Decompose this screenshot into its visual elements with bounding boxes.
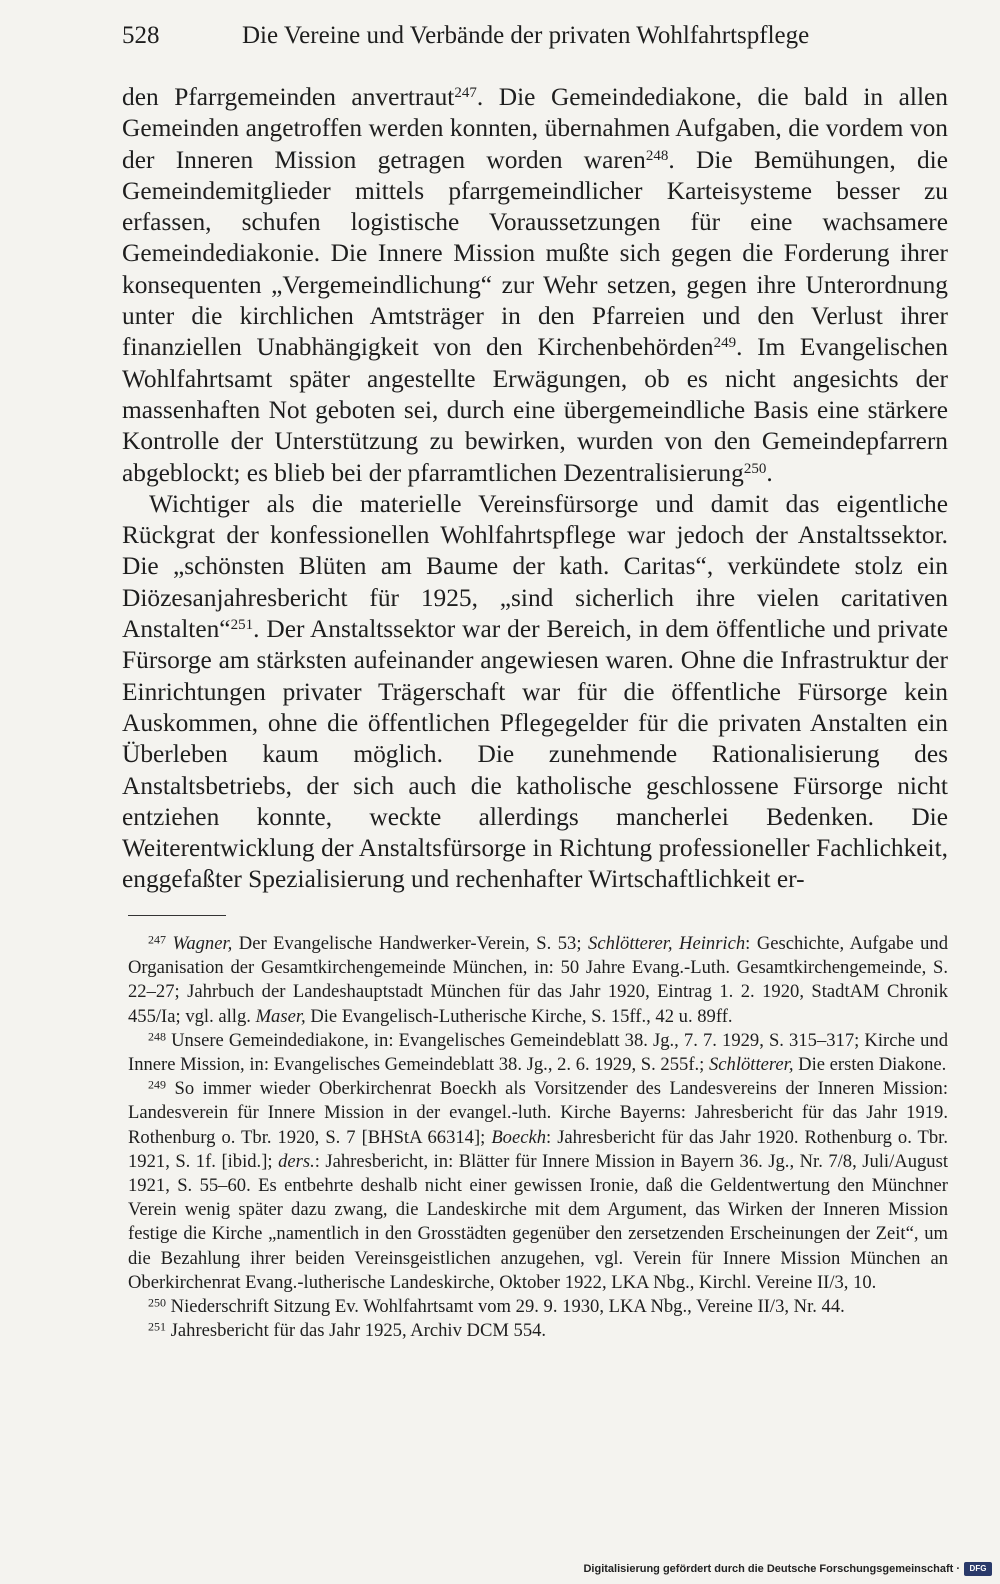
text-run: . Die Gemeindediakone, die bald in allen Gemeinden angetroffen werden konnten, übernahmen Aufgaben, die vordem von der Inneren Mission getragen worden waren bbox=[122, 83, 949, 174]
page-number: 528 bbox=[122, 22, 160, 49]
italic-author: Boeckh bbox=[491, 1126, 547, 1148]
text-run: den Pfarrgemeinden anvertraut bbox=[122, 83, 455, 111]
footnote-number: 249 bbox=[148, 1077, 166, 1092]
footnote-number: 248 bbox=[148, 1029, 166, 1044]
text-run: : Jahresbericht, in: Blätter für Innere Mission in Bayern 36. Jg., Nr. 7/8, Juli/August 1921, S. 55–60. Es entbehrte deshalb nicht einer gewissen Ironie, daß die Geldentwertung den Münchner Verein wenig später dazu zwang, die Landeskirche mit dem Argument, das Wirken der Inneren Mission festige die Kirche „namentlich in den Grosstädten gegenüber den zersetzenden Erscheinungen der Zeit“, um die Bezahlung ihrer beiden Vereinsgeistlichen anzugehen, vgl. Verein für Innere Mission München an Oberkirchenrat Evang.-lutherische Landeskirche, Oktober 1922, LKA Nbg., Kirchl. Vereine II/3, 10. bbox=[128, 1150, 948, 1293]
footnote bbox=[128, 1029, 948, 1077]
italic-author: Schlötterer, Heinrich bbox=[588, 933, 746, 954]
text-run: : Geschichte, Aufgabe und Organisation der Gesamtkirchengemeinde München, in: 50 Jahre Evang.-Luth. Gesamtkirchengemeinde, S. 22–27; Jahrbuch der Landeshauptstadt München für das Jahr 1920, Eintrag 1. 2. 1920, StadtAM Chronik 455/Ia; vgl. allg. bbox=[128, 933, 949, 1027]
italic-author: Wagner, bbox=[172, 933, 233, 954]
footnote-marker: 251 bbox=[230, 616, 254, 633]
text-run: Der Evangelische Handwerker-Verein, S. 53; bbox=[232, 933, 589, 954]
footnotes bbox=[128, 932, 948, 1343]
dfg-logo-icon: DFG bbox=[964, 1562, 992, 1576]
running-title: Die Vereine und Verbände der privaten Wohlfahrtspflege bbox=[242, 22, 810, 49]
text-run: Wichtiger als die materielle Vereinsfürsorge und damit das eigentliche Rückgrat der konfessionellen Wohlfahrtspflege war jedoch der Anstaltssektor. Die „schönsten Blüten am Baume der kath. Caritas“, verkündete stolz ein Diözesanjahresbericht für 1925, „sind sicherlich ihre vielen caritativen Anstalten“ bbox=[122, 489, 948, 644]
text-run: . Im Evangelischen Wohlfahrtsamt später angestellte Erwägungen, ob es nicht angesichts der massenhaften Not geboten sei, durch eine übergemeindliche Basis eine stärkere Kontrolle der Unterstützung zu bewirken, wurden von den Gemeindepfarrern abgeblockt; es blieb bei der pfarramtlichen Dezentralisierung bbox=[122, 333, 948, 487]
text-run: Jahresbericht für das Jahr 1925, Archiv DCM 554. bbox=[170, 1320, 547, 1342]
text-run: Die ersten Diakone. bbox=[793, 1054, 947, 1076]
text-run: Unsere Gemeindediakone, in: Evangelisches Gemeindeblatt 38. Jg., 7. 7. 1929, S. 315–317; Kirche und Innere Mission, in: Evangelisches Gemeindeblatt 38. Jg., 2. 6. 1929, S. 255f.; bbox=[128, 1029, 948, 1076]
footnote-number: 251 bbox=[148, 1319, 166, 1334]
italic-author: Maser, bbox=[255, 1005, 306, 1027]
paragraph bbox=[122, 489, 948, 896]
text-run: . Der Anstaltssektor war der Bereich, in dem öffentliche und private Fürsorge am stärksten aufeinander angewiesen waren. Ohne die Infrastruktur der Einrichtungen privater Trägerschaft war für die öffentliche Fürsorge kein Auskommen, ohne die öffentlichen Pflegegelder für die privaten Anstalten ein Überleben kaum möglich. Die zunehmende Rationalisierung des Anstaltsbetriebs, der sich auch die katholische geschlossene Fürsorge nicht entziehen konnte, weckte allerdings mancherlei Bedenken. Die Weiterentwicklung der Anstaltsfürsorge in Richtung professioneller Fachlichkeit, enggefaßter Spezialisierung und rechenhafter Wirtschaftlichkeit er- bbox=[122, 615, 948, 894]
text-run: Niederschrift Sitzung Ev. Wohlfahrtsamt vom 29. 9. 1930, LKA Nbg., Vereine II/3, Nr. 44. bbox=[170, 1296, 845, 1318]
text-run: . Die Bemühungen, die Gemeindemitglieder mittels pfarrgemeindlicher Karteisysteme besser zu erfassen, schufen logistische Voraussetzungen für eine wachsamere Gemeindediakonie. Die Innere Mission mußte sich gegen die Forderung ihrer konsequenten „Vergemeindlichung“ zur Wehr setzen, gegen ihre Unterordnung unter die kirchlichen Amtsträger in den Pfarreien und den Verlust ihrer finanziellen Unabhängigkeit von den Kirchenbehörden bbox=[122, 145, 948, 362]
footnote-separator bbox=[128, 915, 226, 916]
footnote-number: 250 bbox=[148, 1295, 166, 1310]
text-run: So immer wieder Oberkirchenrat Boeckh als Vorsitzender des Landesvereins der Inneren Mission: Landesverein für Innere Mission in der evangel.-luth. Kirche Bayerns: Jahresbericht für das Jahr 1919. Rothenburg o. Tbr. 1920, S. 7 [BHStA 66314]; bbox=[128, 1078, 948, 1148]
italic-author: Schlötterer, bbox=[708, 1054, 794, 1076]
footnote bbox=[128, 1077, 948, 1295]
text-run: Die Evangelisch-Lutherische Kirche, S. 15ff., 42 u. 89ff. bbox=[305, 1005, 733, 1027]
footnote bbox=[128, 1319, 948, 1343]
footnote-marker: 248 bbox=[645, 147, 669, 164]
footnote bbox=[128, 932, 948, 1029]
footer-text: Digitalisierung gefördert durch die Deutsche Forschungsgemeinschaft · bbox=[583, 1563, 960, 1575]
footnote-marker: 250 bbox=[743, 460, 767, 477]
footnote-marker: 247 bbox=[454, 84, 477, 101]
footnote-number: 247 bbox=[148, 932, 166, 947]
running-header bbox=[122, 22, 948, 50]
digitization-footer bbox=[583, 1562, 992, 1576]
italic-author: ders. bbox=[278, 1150, 315, 1172]
text-run: : Jahresbericht für das Jahr 1920. Rothenburg o. Tbr. 1921, S. 1f. [ibid.]; bbox=[128, 1126, 949, 1172]
main-text bbox=[122, 82, 948, 896]
footnote-marker: 249 bbox=[713, 335, 737, 352]
footnote bbox=[128, 1295, 948, 1319]
paragraph bbox=[122, 82, 948, 489]
text-run: . bbox=[766, 458, 773, 487]
